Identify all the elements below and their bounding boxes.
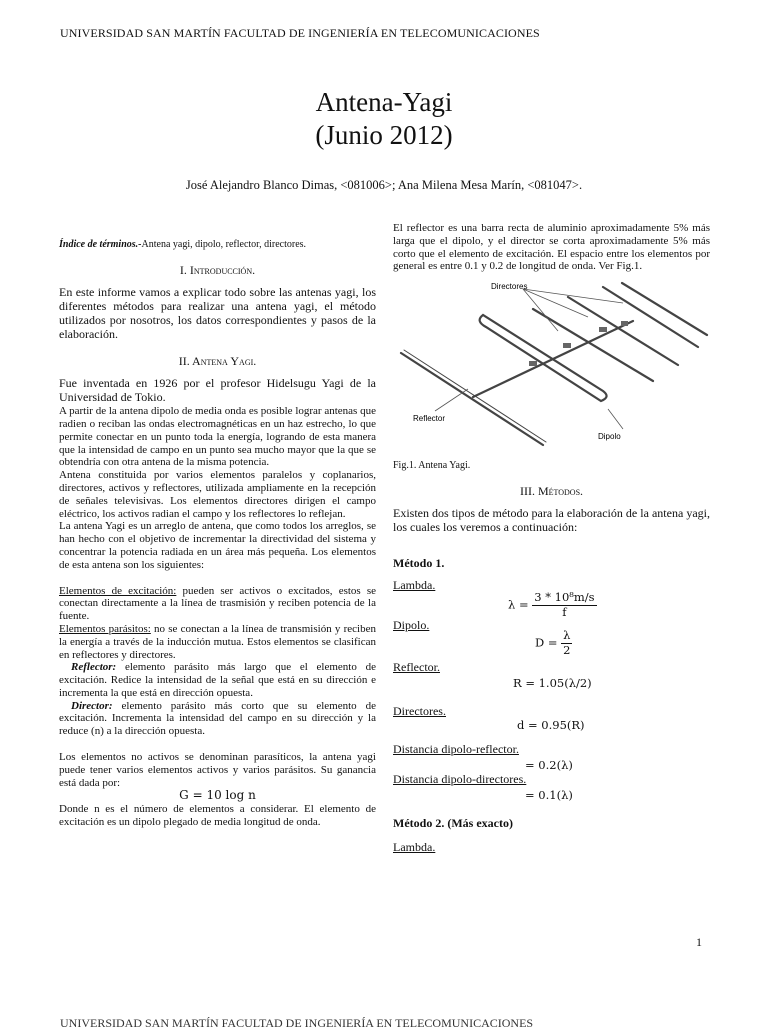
parasitic-text: no se conectan a la línea de transmisión y reciben la energía a través de la inducción mutua. Estos elementos se clasifican en reflectores y directores. <box>59 622 376 661</box>
index-terms-text: Antena yagi, dipolo, reflector, directores. <box>141 239 307 250</box>
yagi-paragraph-1: Fue inventada en 1926 por el profesor Hidelsugu Yagi de la Universidad de Tokio. <box>59 376 376 405</box>
directores-equation <box>393 705 710 743</box>
dist-directores-label: Distancia dipolo-directores. <box>393 771 527 786</box>
director-definition <box>59 700 376 738</box>
director-def-label: Director: <box>71 699 113 712</box>
yagi-antenna-figure <box>393 281 710 453</box>
lambda-num: 3 * 10⁸m/s <box>534 589 595 604</box>
reflector-definition <box>59 661 376 699</box>
dipolo-equation <box>393 619 710 661</box>
director-element-3 <box>603 287 698 347</box>
gain-formula: G = 10 log n <box>179 788 256 803</box>
lambda-formula <box>508 591 597 620</box>
dist-directores-formula: = 0.1(λ) <box>525 787 573 802</box>
dipolo-num: λ <box>563 627 571 642</box>
lambda-fraction <box>532 591 596 620</box>
index-terms <box>59 238 376 252</box>
reflector-def-text: elemento parásito más largo que el elemento de excitación. Redice la intensidad de la señal que está en su dirección e incrementa la que está en dirección opuesta. <box>59 661 376 699</box>
method-1-heading: Método 1. <box>393 555 445 570</box>
dipolo-den: 2 <box>563 642 571 657</box>
intro-paragraph: En este informe vamos a explicar todo sobre las antenas yagi, los diferentes métodos para realizar una antena yagi, el método utilizados por nosotros, los datos correspondientes y pasos de la elaboración. <box>59 284 376 341</box>
gain-after-paragraph: Donde n es el número de elementos a considerar. El elemento de excitación es un dipolo plegado de media longitud de onda. <box>59 803 376 829</box>
fig-label-dipolo: Dipolo <box>598 432 621 442</box>
excitation-label: Elementos de excitación: <box>59 584 177 597</box>
dipolo-fraction <box>561 629 572 658</box>
lambda-equation <box>393 579 710 619</box>
lambda-2-label: Lambda. <box>393 839 436 854</box>
section-methods-title: III. Métodos. <box>519 484 584 499</box>
director-element-1 <box>533 309 653 381</box>
yagi-antenna-drawing <box>393 281 710 453</box>
reflector-formula: R = 1.05(λ/2) <box>513 675 592 690</box>
director-def-text: elemento parásito más corto que su elemento de excitación. Incrementa la intensidad del campo en su dirección y la reduce (n) a la dirección opuesta. <box>59 699 376 738</box>
dist-reflector-equation <box>393 743 710 773</box>
title-line-2: (Junio 2012) <box>315 120 453 150</box>
yagi-paragraph-3: Antena constituida por varios elementos paralelos y coplanarios, directores, activos y reflectores, utilizada ampliamente en la recepción de señales televisivas. Los elementos directores dirigen el campo eléctrico, los activos radian el campo y los reflectores lo reflejan. <box>59 469 376 520</box>
right-column <box>393 222 710 855</box>
excitation-text: pueden ser activos o excitados, estos se conectan directamente a la línea de trasmisión y reciben potencia de la fuente. <box>59 584 376 623</box>
dipolo-label: Dipolo. <box>393 617 430 632</box>
directores-formula: d = 0.95(R) <box>517 717 585 732</box>
parasitic-label: Elementos parásitos: <box>59 622 151 635</box>
paper-title <box>0 86 768 152</box>
yagi-paragraph-4: La antena Yagi es un arreglo de antena, que como todos los arreglos, se han hecho con el objetivo de incrementar la directividad del sistema y concentrar la potencia radiada en un área más pequeña. Los elementos de esta antena son los siguientes: <box>59 520 376 571</box>
reflector-element <box>401 353 543 445</box>
section-yagi-title: II. Antena Yagi. <box>178 354 257 369</box>
directores-label: Directores. <box>393 703 446 718</box>
gain-paragraph: Los elementos no activos se denominan parasíticos, la antena yagi puede tener varios elementos activos y varios parásitos. Su ganancia está dada por: <box>59 751 376 789</box>
running-header: UNIVERSIDAD SAN MARTÍN FACULTAD DE INGENIERÍA EN TELECOMUNICACIONES <box>60 26 540 40</box>
next-page-header-cut: UNIVERSIDAD SAN MARTÍN FACULTAD DE INGENIERÍA EN TELECOMUNICACIONES <box>60 1016 534 1030</box>
dipolo-lhs: D = <box>535 635 562 650</box>
excitation-elements <box>59 585 376 623</box>
index-terms-label: Índice de términos.- <box>59 239 142 250</box>
director-element-4 <box>622 283 707 335</box>
fig-label-directores: Directores <box>491 282 528 292</box>
dipolo-formula <box>535 629 572 658</box>
lambda-den: f <box>562 604 567 619</box>
lambda-lhs: λ = <box>508 597 533 612</box>
fig-label-reflector: Reflector <box>413 414 446 424</box>
dist-reflector-label: Distancia dipolo-reflector. <box>393 741 519 756</box>
parasitic-elements <box>59 623 376 661</box>
reflector-def-label: Reflector: <box>71 661 117 674</box>
reflector-paragraph: El reflector es una barra recta de aluminio aproximadamente 5% más larga que el dipolo, y el director se corta aproximadamente 5% más corto que el elemento de excitación. El espacio entre los elementos por general es entre 0.1 y 0.2 de longitud de onda. Ver Fig.1. <box>393 222 710 273</box>
reflector-label: Reflector. <box>393 659 440 674</box>
dist-reflector-formula: = 0.2(λ) <box>525 757 573 772</box>
section-intro-title: I. Introducción. <box>179 262 256 277</box>
method-2-heading: Método 2. (Más exacto) <box>393 815 513 830</box>
title-line-1: Antena-Yagi <box>315 87 453 117</box>
yagi-paragraph-2: A partir de la antena dipolo de media onda es posible lograr antenas que radien o reciban las ondas electromagnéticas en un haz estrecho, lo que permite conectar en un punto toda la energía, logrando de esta manera que la intensidad de campo en un punto sea mucho mayor que la que se obtendría con otra antena de la misma potencia. <box>59 405 376 469</box>
methods-paragraph: Existen dos tipos de método para la elaboración de la antena yagi, los cuales los veremos a continuación: <box>393 506 710 534</box>
left-column <box>59 224 376 829</box>
lambda-label: Lambda. <box>393 577 436 592</box>
authors: José Alejandro Blanco Dimas, <081006>; Ana Milena Mesa Marín, <081047>. <box>185 178 583 192</box>
reflector-equation <box>393 661 710 705</box>
dist-directores-equation <box>393 773 710 803</box>
dipole-element <box>480 315 607 401</box>
figure-caption: Fig.1. Antena Yagi. <box>393 460 471 472</box>
page-number: 1 <box>696 935 702 949</box>
